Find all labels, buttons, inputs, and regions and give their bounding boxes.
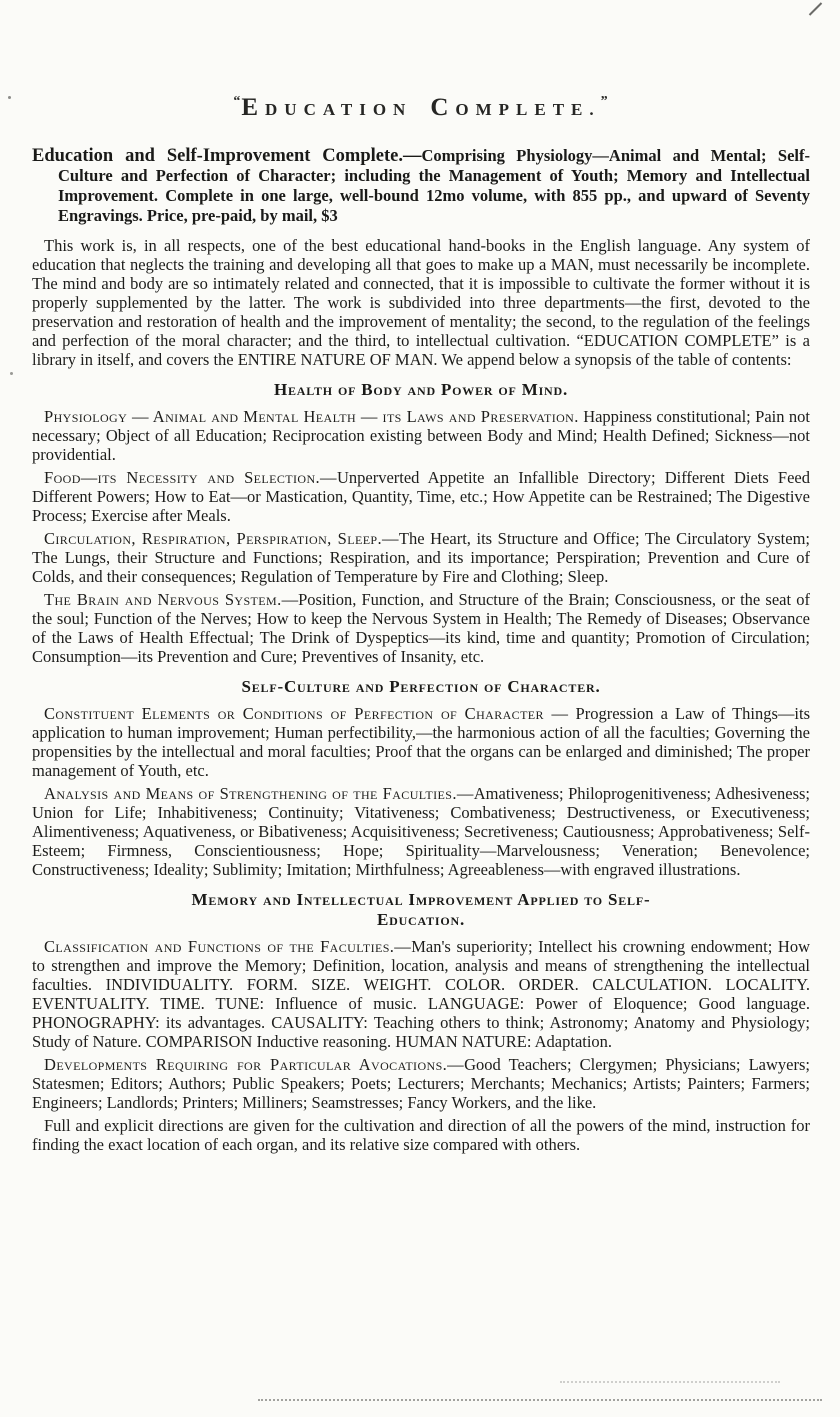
scan-artifact-dots <box>560 1381 780 1383</box>
paragraph-lead: Developments Requiring for Particular Avocations.— <box>44 1055 465 1074</box>
title-word: OMPLETE. <box>455 100 601 119</box>
paragraph-text: Happiness constitutional; Pain not necessary; Object of all Education; Reciprocation existing between Body and Mind; Health Defined; Sickness—not providential. <box>32 407 810 464</box>
paragraph-text: Progression a Law of Things—its application to human improvement; Human perfectibility,—the harmonious action of all the faculties; Governing the propensities by the intellectual and moral faculties; Proof that the organs can be enlarged and diminished; The proper management of Youth, etc. <box>32 704 810 780</box>
content-paragraph <box>32 1055 810 1112</box>
section-heading-text-line2: Education. <box>376 910 466 929</box>
page-title <box>32 94 810 122</box>
notice-body: Comprising Physiology—Animal and Mental; Self-Culture and Perfection of Character; including the Management of Youth; Memory and Intellectual Improvement. Complete in one large, well-bound 12mo volume, with 855 pp., and upward of Seventy Engravings. Price, pre-paid, by mail, $3 <box>58 146 810 225</box>
content-paragraph <box>32 937 810 1051</box>
section-heading-text: Health of Body and Power of Mind. <box>273 380 569 399</box>
section-heading-self-culture <box>32 677 810 697</box>
content-paragraph <box>32 784 810 879</box>
scan-artifact-speck <box>10 372 13 375</box>
close-quote: ” <box>600 94 609 109</box>
content-paragraph <box>32 590 810 666</box>
notice-lead: Education and Self-Improvement Complete.— <box>32 146 422 166</box>
content-paragraph <box>32 529 810 586</box>
paragraph-lead: Constituent Elements or Conditions of Perfection of Character — <box>44 704 569 723</box>
content-paragraph <box>32 407 810 464</box>
paragraph-lead: Food—its Necessity and Selection.— <box>44 468 337 487</box>
content-paragraph <box>32 704 810 780</box>
paragraph-lead: Physiology — Animal and Mental Health — its Laws and Preservation. <box>44 407 579 426</box>
scan-artifact-speck <box>8 96 11 99</box>
paragraph-text: Unperverted Appetite an Infallible Directory; Different Diets Feed Different Powers; How to Eat—or Mastication, Quantity, Time, etc.; How Appetite can be Restrained; The Digestive Process; Exercise after Meals. <box>32 468 810 525</box>
paragraph-lead: Analysis and Means of Strengthening of the Faculties.— <box>44 784 474 803</box>
paragraph-text: Amativeness; Philoprogenitiveness; Adhesiveness; Union for Life; Inhabitiveness; Continuity; Vitativeness; Combativeness; Destructiveness, or Executiveness; Alimentiveness; Aquativeness, or Bibativeness; Acquisitiveness; Secretiveness; Cautiousness; Approbativeness; Self-Esteem; Firmness, Conscientiousness; Hope; Spirituality—Marvelousness; Veneration; Benevolence; Constructiveness; Ideality; Sublimity; Imitation; Mirthfulness; Agreeableness—with engraved illustrations. <box>32 784 810 879</box>
publisher-notice <box>32 146 810 226</box>
paragraph-text: Good Teachers; Clergymen; Physicians; Lawyers; Statesmen; Editors; Authors; Public Speakers; Poets; Lecturers; Merchants; Mechanics; Artists; Painters; Farmers; Engineers; Landlords; Printers; Milliners; Seamstresses; Fancy Workers, and the like. <box>32 1055 810 1112</box>
section-heading-health <box>32 380 810 400</box>
paragraph-text: The Heart, its Structure and Office; The Circulatory System; The Lungs, their Structure and Functions; Respiration, and its importance; Perspiration; Prevention and Cure of Colds, and their consequences; Regulation of Temperature by Fire and Clothing; Sleep. <box>32 529 810 586</box>
title-word: DUCATION <box>265 100 413 119</box>
section-heading-text: Memory and Intellectual Improvement Applied to Self- <box>191 890 651 909</box>
paragraph-lead: Classification and Functions of the Faculties.— <box>44 937 412 956</box>
section-heading-memory <box>32 890 810 930</box>
closing-paragraph: Full and explicit directions are given for the cultivation and direction of all the powers of the mind, instruction for finding the exact location of each organ, and its relative size compared with others. <box>32 1116 810 1154</box>
open-quote: “ <box>233 94 242 109</box>
paragraph-text: —Position, Function, and Structure of the Brain; Consciousness, or the seat of the soul; Function of the Nerves; How to keep the Nervous System in Health; The Remedy of Diseases; Observance of the Laws of Health Effectual; The Drink of Dyspeptics—its kind, time and quantity; Promotion of Circulation; Consumption—its Prevention and Cure; Preventives of Insanity, etc. <box>32 590 810 666</box>
title-initial: C <box>430 94 456 121</box>
paragraph-lead: The Brain and Nervous System. <box>44 590 282 609</box>
content-paragraph <box>32 468 810 525</box>
section-heading-text: Self-Culture and Perfection of Character. <box>241 677 601 696</box>
title-initial: E <box>241 94 266 121</box>
paragraph-lead: Circulation, Respiration, Perspiration, Sleep.— <box>44 529 399 548</box>
opening-paragraph: This work is, in all respects, one of the best educational hand-books in the English language. Any system of education that neglects the training and developing all that goes to make up a MAN, must necessarily be incomplete. The mind and body are so intimately related and connected, that it is impossible to cultivate the former without it is properly supplemented by the latter. The work is subdivided into three departments—the first, devoted to the preservation and restoration of health and the improvement of mentality; the second, to the regulation of the feelings and perfection of the moral character; and the third, to intellectual cultivation. “EDUCATION COMPLETE” is a library in itself, and covers the ENTIRE NATURE OF MAN. We append below a synopsis of the table of contents: <box>32 236 810 369</box>
paragraph-text: Man's superiority; Intellect his crowning endowment; How to strengthen and improve the Memory; Definition, location, analysis and means of strengthening the intellectual faculties. INDIVIDUALITY. FORM. SIZE. WEIGHT. COLOR. ORDER. CALCULATION. LOCALITY. EVENTUALITY. TIME. TUNE: Influence of music. LANGUAGE: Power of Eloquence; Good language. PHONOGRAPHY: its advantages. CAUSALITY: Teaching others to think; Astronomy; Anatomy and Physiology; Study of Nature. COMPARISON Inductive reasoning. HUMAN NATURE: Adaptation. <box>32 937 810 1051</box>
scan-artifact-dots <box>258 1399 822 1401</box>
